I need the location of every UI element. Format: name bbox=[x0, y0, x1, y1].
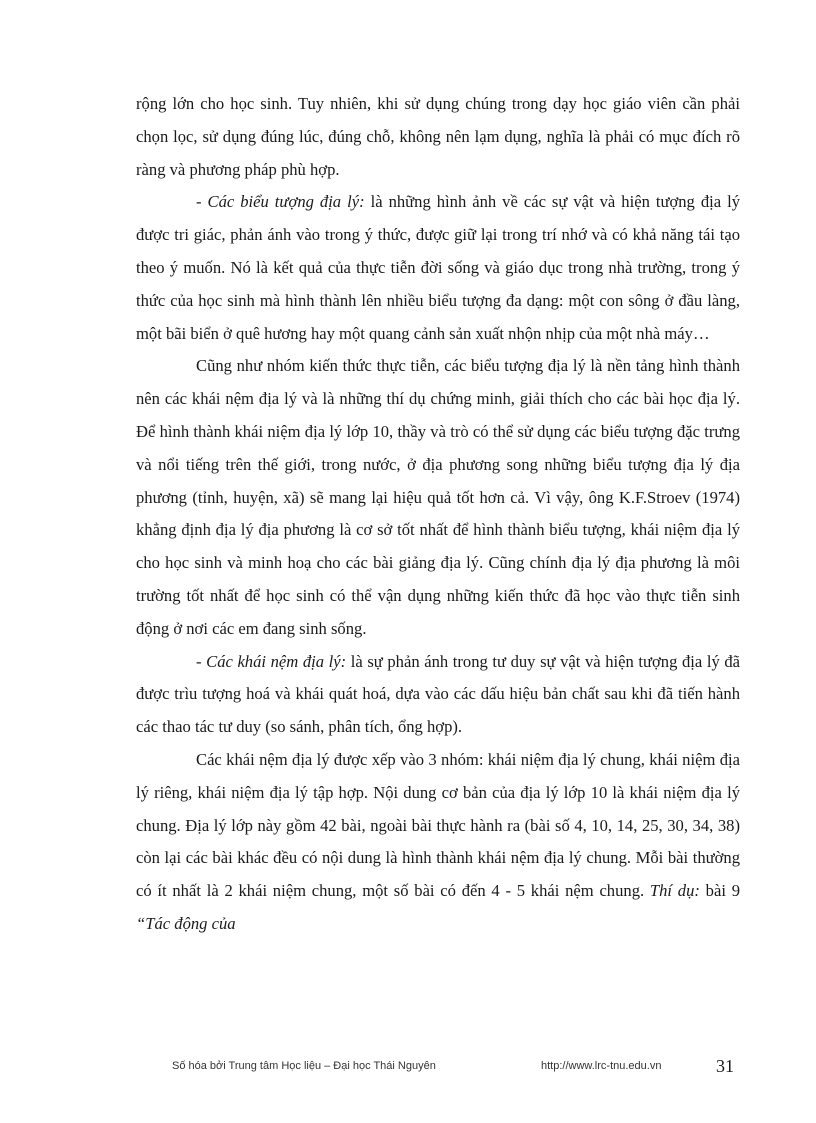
body-text bbox=[136, 88, 740, 941]
page-footer bbox=[0, 1058, 816, 1088]
page-number: 31 bbox=[716, 1056, 734, 1076]
term-bieu-tuong: - Các biểu tượng địa lý: bbox=[196, 192, 365, 212]
paragraph-1: rộng lớn cho học sinh. Tuy nhiên, khi sử dụng chúng trong dạy học giáo viên cần phải chọn lọc, sử dụng đúng lúc, đúng chỗ, không nên lạm dụng, nghĩa là phải có mục đích rõ ràng và phương pháp phù hợp. bbox=[136, 94, 740, 179]
paragraph-3: Cũng như nhóm kiến thức thực tiễn, các biểu tượng địa lý là nền tảng hình thành nên các khái nệm địa lý và là những thí dụ chứng minh, giải thích cho các bài học địa lý. Để hình thành khái niệm địa lý lớp 10, thầy và trò có thể sử dụng các biểu tượng đặc trưng và nổi tiếng trên thế giới, trong nước, ở địa phương song những biểu tượng địa lý địa phương (tỉnh, huyện, xã) sẽ mang lại hiệu quả tốt hơn cả. Vì vậy, ông K.F.Stroev (1974) khẳng định địa lý địa phương là cơ sở tốt nhất để hình thành biểu tượng, khái niệm địa lý cho học sinh và minh hoạ cho các bài giảng địa lý. Cũng chính địa lý địa phương là môi trường tốt nhất để học sinh có thể vận dụng những kiến thức đã học vào thực tiễn sinh động ở nơi các em đang sinh sống. bbox=[136, 356, 740, 638]
footer-source-text: Số hóa bởi Trung tâm Học liệu – Đại học Thái Nguyên bbox=[172, 1060, 436, 1072]
example-quote: “Tác động của bbox=[136, 913, 236, 933]
paragraph-5: Các khái nệm địa lý được xếp vào 3 nhóm: khái niệm địa lý chung, khái niệm địa lý riêng, khái niệm địa lý tập hợp. Nội dung cơ bản của địa lý lớp 10 là khái niệm địa lý chung. Địa lý lớp này gồm 42 bài, ngoài bài thực hành ra (bài số 4, 10, 14, 25, 30, 34, 38) còn lại các bài khác đều có nội dung là hình thành khái nệm địa lý chung. Mỗi bài thường có ít nhất là 2 khái niệm chung, một số bài có đến 4 - 5 khái nệm chung. Thí dụ: bài 9 “Tác động của bbox=[136, 749, 740, 933]
footer-url: http://www.lrc-tnu.edu.vn bbox=[541, 1060, 662, 1072]
term-khai-niem: - Các khái nệm địa lý: bbox=[196, 651, 347, 671]
paragraph-2: - Các biểu tượng địa lý: là những hình ảnh về các sự vật và hiện tượng địa lý được tri giác, phản ánh vào trong ý thức, được giữ lại trong trí nhớ và có khả năng tái tạo theo ý muốn. Nó là kết quả của thực tiễn đời sống và giáo dục trong nhà trường, trong ý thức của học sinh mà hình thành lên nhiều biểu tượng đa dạng: một con sông ở đầu làng, một bãi biển ở quê hương hay một quang cảnh sản xuất nhộn nhịp của một nhà máy… bbox=[136, 192, 740, 343]
paragraph-4: - Các khái nệm địa lý: là sự phản ánh trong tư duy sự vật và hiện tượng địa lý đã được trìu tượng hoá và khái quát hoá, dựa vào các dấu hiệu bản chất sau khi đã tiến hành các thao tác tư duy (so sánh, phân tích, ổng hợp). bbox=[136, 651, 740, 737]
example-label: Thí dụ: bbox=[649, 881, 700, 901]
